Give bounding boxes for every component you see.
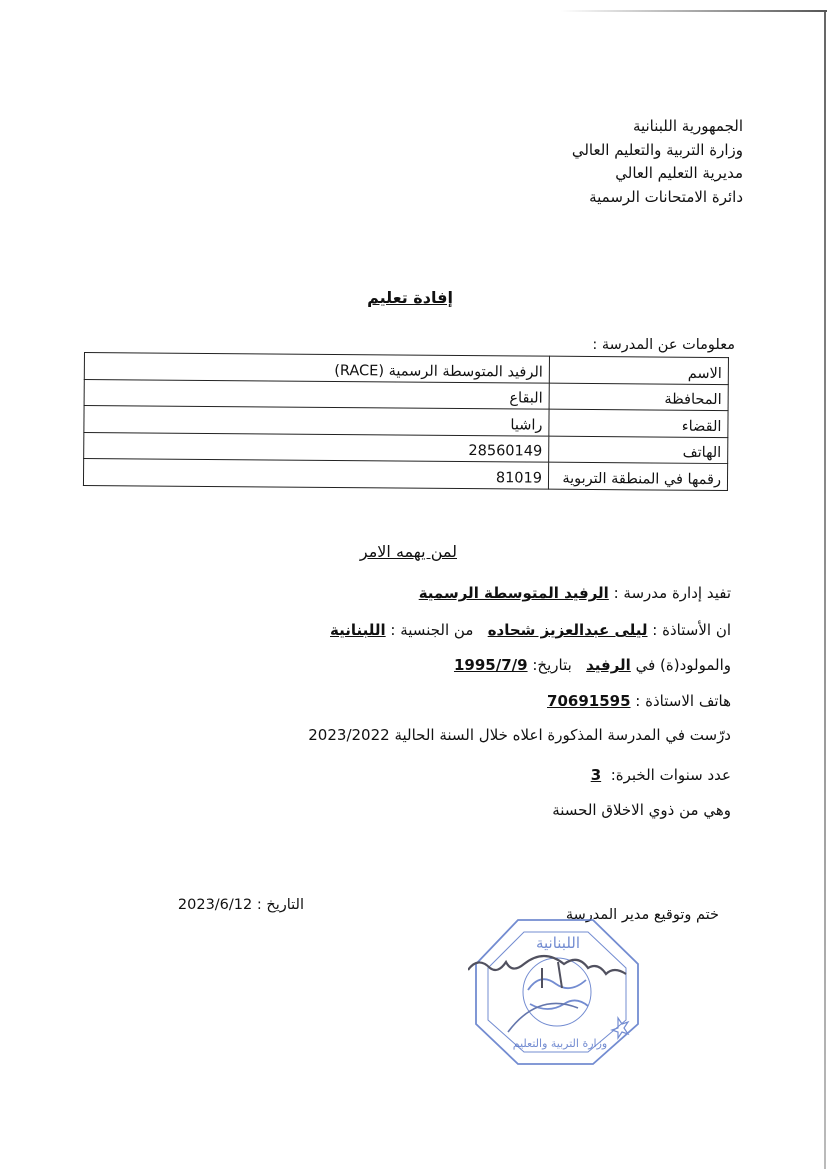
letterhead-department: دائرة الامتحانات الرسمية xyxy=(589,187,743,206)
document-title: إفادة تعليم xyxy=(367,288,453,307)
stamp-bottom-text: وزارة التربية والتعليم xyxy=(512,1037,608,1050)
table-row xyxy=(83,459,727,491)
school-name-value: الرفيد المتوسطة الرسمية (RACE) xyxy=(84,353,549,383)
scan-edge-right xyxy=(824,12,826,1169)
issue-date xyxy=(178,897,304,913)
school-name-label: الاسم xyxy=(549,356,728,384)
teacher-prefix: ان الأستاذة : xyxy=(652,621,731,639)
district-label: القضاء xyxy=(549,409,728,437)
nationality-prefix: من الجنسية : xyxy=(390,621,474,639)
school-name: الرفيد المتوسطة الرسمية xyxy=(418,584,609,602)
date-label: التاريخ : xyxy=(256,897,304,913)
birthdate: 1995/7/9 xyxy=(453,656,528,674)
statement-taught-line: درّست في المدرسة المذكورة اعلاه خلال السنة الحالية 2023/2022 xyxy=(308,726,731,744)
birthplace: الرفيد xyxy=(586,656,631,674)
birthdate-prefix: بتاريخ: xyxy=(532,656,572,674)
letterhead-ministry: وزارة التربية والتعليم العالي xyxy=(571,140,743,159)
governorate-value: البقاع xyxy=(84,379,549,409)
edu-zone-number-label: رقمها في المنطقة التربوية xyxy=(548,463,727,491)
experience-prefix: عدد سنوات الخبرة: xyxy=(610,766,731,784)
school-info-table xyxy=(83,352,729,491)
teacher-name: ليلى عبدالعزيز شحاده xyxy=(487,621,648,639)
scan-edge-top xyxy=(560,10,827,12)
to-whom-heading: لمن يهمه الامر xyxy=(359,542,457,561)
letterhead-directorate: مديرية التعليم العالي xyxy=(615,164,743,182)
district-value: راشيا xyxy=(84,406,549,436)
official-stamp-icon xyxy=(468,912,648,1072)
statement-experience-line xyxy=(231,766,731,784)
teacher-phone: 70691595 xyxy=(547,692,631,710)
statement-birth-line xyxy=(231,656,731,674)
stamp-top-text: اللبنانية xyxy=(535,934,581,952)
experience-years: 3 xyxy=(590,766,602,784)
born-prefix: والمولود(ة) في xyxy=(635,656,731,674)
edu-zone-number-value: 81019 xyxy=(83,459,548,489)
statement-phone-line xyxy=(231,692,731,710)
school-info-label: معلومات عن المدرسة : xyxy=(592,337,735,353)
statement-school-line xyxy=(231,584,731,602)
governorate-label: المحافظة xyxy=(549,383,728,411)
stamp-caption: ختم وتوقيع مدير المدرسة xyxy=(565,907,719,923)
statement-conduct-line: وهي من ذوي الاخلاق الحسنة xyxy=(552,801,731,819)
school-prefix: تفيد إدارة مدرسة : xyxy=(613,584,731,602)
date-value: 2023/6/12 xyxy=(177,897,253,913)
nationality: اللبنانية xyxy=(330,621,386,639)
letterhead xyxy=(413,115,743,209)
phone-label: الهاتف xyxy=(549,436,728,464)
phone-value: 28560149 xyxy=(84,432,549,462)
letterhead-republic: الجمهورية اللبنانية xyxy=(632,117,743,135)
teacher-phone-prefix: هاتف الاستاذة : xyxy=(635,692,731,710)
statement-teacher-line xyxy=(231,621,731,639)
